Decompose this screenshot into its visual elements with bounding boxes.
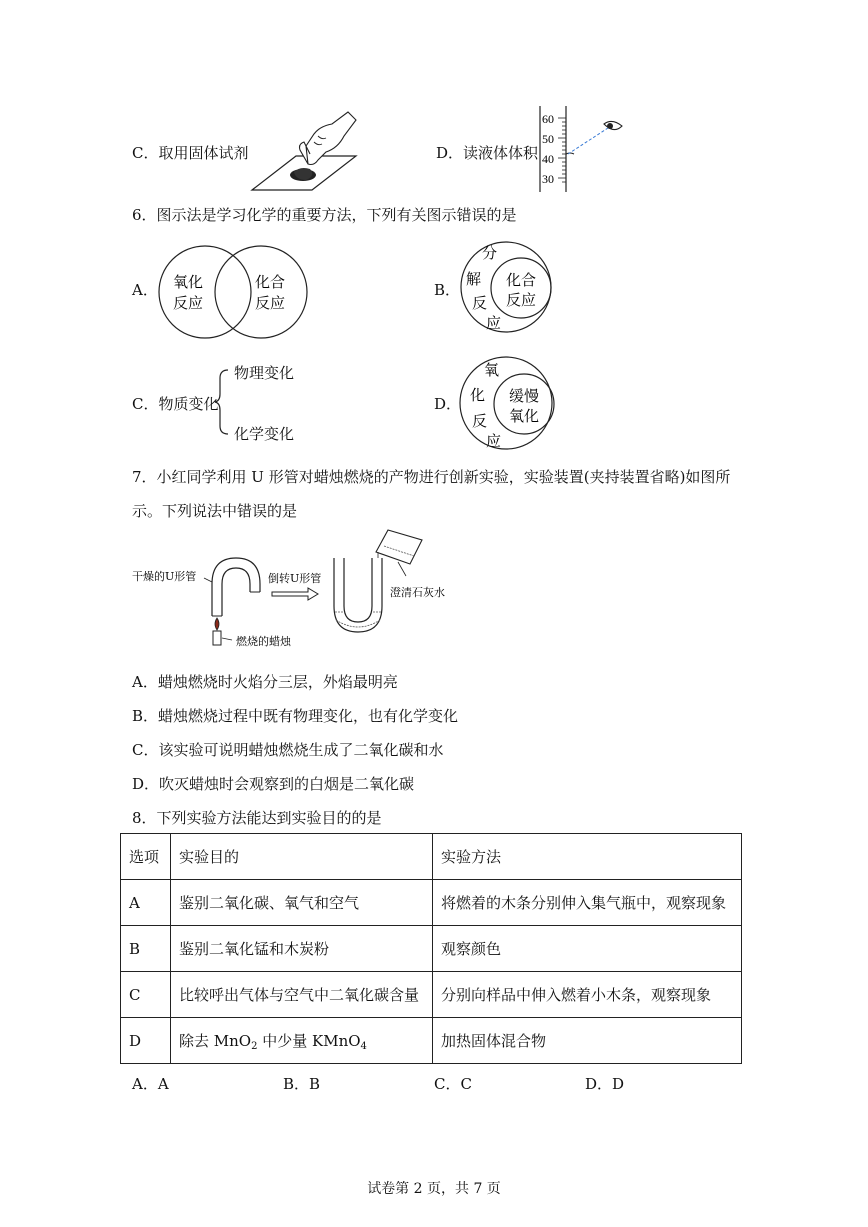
table-row [121, 1018, 742, 1064]
q5-option-d: D．读液体体积 [436, 144, 539, 162]
page-footer: 试卷第 2 页，共 7 页 [367, 1181, 501, 1197]
q6-a-left-label: 氧化 [173, 273, 204, 291]
cylinder-tick: 40 [542, 152, 554, 166]
q6-c-letter: C． [132, 395, 159, 413]
q8-answer-a: A．A [132, 1075, 169, 1093]
q6-d-inner-label: 缓慢 [509, 387, 540, 405]
table-cell: 鉴别二氧化锰和木炭粉 [171, 926, 433, 972]
q6-c-label [132, 393, 219, 414]
brace-icon [214, 366, 230, 438]
table-cell: 加热固体混合物 [433, 1018, 742, 1064]
formula-text: 除去 MnO [179, 1031, 252, 1050]
q6-c-branch1: 物理变化 [234, 364, 295, 382]
table-row [121, 880, 742, 926]
q8-table [120, 833, 742, 1064]
q6-b-inner-label: 化合 [506, 271, 537, 289]
table-cell: C [121, 972, 171, 1018]
q6-d-letter: D． [434, 395, 462, 413]
table-header: 实验方法 [433, 834, 742, 880]
q6-d-outer-char: 化 [470, 386, 486, 404]
cylinder-tick: 60 [542, 112, 554, 126]
table-header-row [121, 834, 742, 880]
u-tube-experiment-figure [132, 528, 462, 652]
q7-option-b: B．蜡烛燃烧过程中既有物理变化，也有化学变化 [132, 707, 459, 725]
q6-d-outer-char: 反 [472, 412, 488, 430]
q8-stem: 8．下列实验方法能达到实验目的的是 [132, 809, 382, 827]
q6-b-nested-figure [456, 240, 560, 334]
q7-stem-line1: 7．小红同学利用 U 形管对蜡烛燃烧的产物进行创新实验，实验装置(夹持装置省略)如图所 [132, 468, 731, 486]
formula-subscript: 4 [360, 1040, 367, 1052]
q7-label-dry: 干燥的U形管 [132, 570, 197, 583]
q7-option-c: C．该实验可说明蜡烛燃烧生成了二氧化碳和水 [132, 741, 444, 759]
table-cell: 观察颜色 [433, 926, 742, 972]
table-cell-formula [171, 1018, 433, 1064]
table-cell: 比较呼出气体与空气中二氧化碳含量 [171, 972, 433, 1018]
q6-d-outer-char: 应 [486, 432, 502, 450]
q7-stem-line2: 示。下列说法中错误的是 [132, 502, 298, 520]
q7-label-candle: 燃烧的蜡烛 [236, 635, 291, 648]
q5-option-c: C．取用固体试剂 [132, 144, 249, 162]
table-cell: 将燃着的木条分别伸入集气瓶中，观察现象 [433, 880, 742, 926]
q6-a-right-label: 化合 [255, 273, 286, 291]
table-cell: D [121, 1018, 171, 1064]
q6-c-branch2: 化学变化 [234, 425, 295, 443]
table-cell: A [121, 880, 171, 926]
q6-d-nested-figure [456, 354, 560, 452]
q6-b-outer-char: 应 [486, 314, 502, 332]
solid-reagent-figure [248, 106, 360, 194]
q6-b-outer-char: 解 [466, 270, 482, 288]
q8-answer-c: C．C [434, 1075, 472, 1093]
q7-label-limewater: 澄清石灰水 [390, 586, 445, 599]
table-row [121, 972, 742, 1018]
table-cell: 分别向样品中伸入燃着小木条，观察现象 [433, 972, 742, 1018]
table-cell: 鉴别二氧化碳、氧气和空气 [171, 880, 433, 926]
q6-d-outer-char: 氧 [484, 361, 500, 379]
q6-a-left-label: 反应 [173, 294, 204, 312]
cylinder-tick: 30 [542, 172, 554, 186]
table-row [121, 926, 742, 972]
q6-b-outer-char: 反 [472, 294, 488, 312]
q6-stem: 6．图示法是学习化学的重要方法，下列有关图示错误的是 [132, 206, 517, 224]
q6-b-outer-char: 分 [482, 244, 498, 262]
q6-a-venn-figure [155, 242, 311, 342]
q7-option-d: D．吹灭蜡烛时会观察到的白烟是二氧化碳 [132, 775, 415, 793]
q6-b-inner-label: 反应 [506, 291, 537, 309]
graduated-cylinder-figure [536, 104, 628, 194]
table-header: 实验目的 [171, 834, 433, 880]
formula-text: 中少量 KMnO [257, 1031, 361, 1050]
cylinder-tick: 50 [542, 132, 554, 146]
q6-d-inner-label: 氧化 [509, 407, 540, 425]
q6-b-letter: B． [434, 281, 461, 299]
q7-option-a: A．蜡烛燃烧时火焰分三层，外焰最明亮 [132, 673, 398, 691]
q8-answer-d: D．D [585, 1075, 625, 1093]
q6-c-root: 物质变化 [158, 395, 219, 413]
table-cell: B [121, 926, 171, 972]
table-header: 选项 [121, 834, 171, 880]
formula-subscript: 2 [251, 1040, 258, 1052]
q8-answer-b: B．B [283, 1075, 321, 1093]
q6-a-letter: A． [132, 281, 158, 299]
q6-a-right-label: 反应 [255, 294, 286, 312]
q7-label-invert: 倒转U形管 [268, 572, 322, 585]
